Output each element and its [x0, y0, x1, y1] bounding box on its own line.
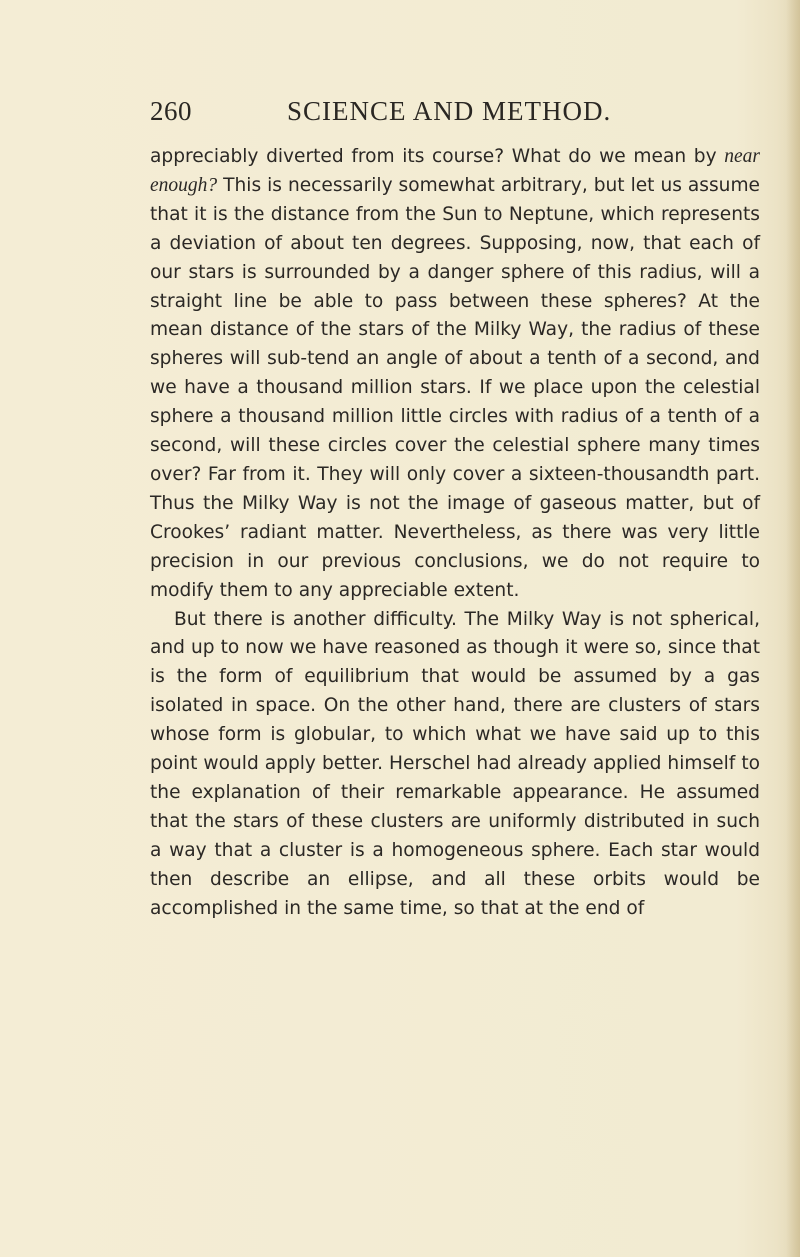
- page-edge-shadow: [786, 0, 800, 1257]
- body-text: [150, 143, 760, 923]
- paragraph-1-text-start: appreciably diverted from its course? What do we mean by: [150, 146, 725, 167]
- page-number: 260: [150, 96, 192, 126]
- running-title: SCIENCE AND METHOD.: [287, 96, 612, 126]
- italic-phrase: near enough?: [150, 146, 760, 196]
- paragraph-1: [150, 143, 760, 606]
- paragraph-2: But there is another difficulty. The Milky Way is not spherical, and up to now we have reasoned as though it were so, since that is the form of equilibrium that would be assumed by a gas isolated in space. On the other hand, there are clusters of stars whose form is globular, to which what we have said up to this point would apply better. Herschel had already applied himself to the explanation of their remarkable appearance. He assumed that the stars of these clusters are uniformly distributed in such a way that a cluster is a homogeneous sphere. Each star would then describe an ellipse, and all these orbits would be accomplished in the same time, so that at the end of: [150, 608, 760, 919]
- paragraph-1-text-end: This is necessarily somewhat arbitrary, but let us assume that it is the distance from the Sun to Neptune, which represents a deviation of about ten degrees. Supposing, now, that each of our stars is surrounded by a danger sphere of this radius, will a straight line be able to pass between these spheres? At the mean distance of the stars of the Milky Way, the radius of these spheres will sub-tend an angle of about a tenth of a second, and we have a thousand million stars. If we place upon the celestial sphere a thousand million little circles with radius of a tenth of a second, will these circles cover the celestial sphere many times over? Far from it. They will only cover a sixteen-thousandth part. Thus the Milky Way is not the image of gaseous matter, but of Crookes’ radiant matter. Nevertheless, as there was very little precision in our previous conclusions, we do not require to modify them to any appreciable extent.: [150, 174, 760, 601]
- page-header: [150, 96, 710, 132]
